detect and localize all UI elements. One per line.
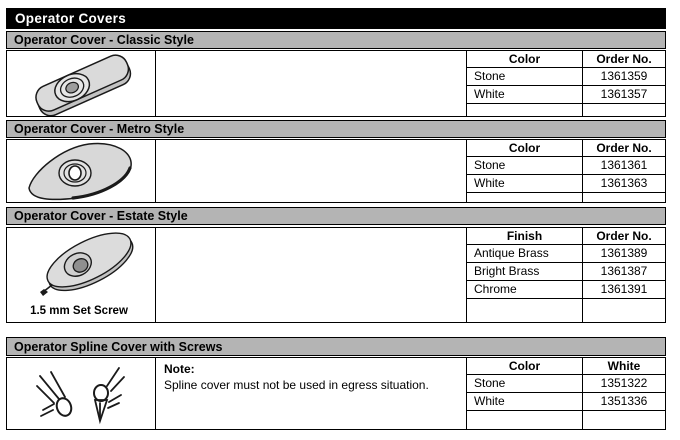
estate-image-cell <box>7 228 156 322</box>
table-cell: Bright Brass <box>467 263 582 281</box>
table-cell: 1361359 <box>583 68 665 86</box>
section-table-estate <box>6 227 666 323</box>
table-cell: Chrome <box>467 281 582 299</box>
estate-finish-column <box>467 228 583 322</box>
table-cell: 1361357 <box>583 86 665 104</box>
note-title: Note: <box>164 362 195 376</box>
table-cell: Stone <box>467 375 582 393</box>
section-bar-estate <box>6 207 666 225</box>
section-table-classic <box>6 50 666 117</box>
column-header: White <box>583 358 665 375</box>
column-header: Color <box>467 358 582 375</box>
spline-color-column <box>467 358 583 429</box>
column-header: Color <box>467 51 582 68</box>
page-title-bar <box>6 8 666 29</box>
metro-description-cell <box>156 140 467 202</box>
section-title: Operator Cover - Classic Style <box>14 33 194 47</box>
column-header: Order No. <box>583 51 665 68</box>
classic-description-cell <box>156 51 467 116</box>
section-bar-spline <box>6 337 666 356</box>
classic-cover-drawing-icon <box>7 51 156 116</box>
estate-description-cell <box>156 228 467 322</box>
classic-color-column <box>467 51 583 116</box>
table-cell: 1361387 <box>583 263 665 281</box>
estate-order-column <box>583 228 665 322</box>
table-cell: Stone <box>467 157 582 175</box>
column-header: Color <box>467 140 582 157</box>
table-cell: 1361391 <box>583 281 665 299</box>
section-table-spline <box>6 357 666 430</box>
section-bar-classic <box>6 31 666 49</box>
spline-note-cell <box>156 358 467 429</box>
note-text: Spline cover must not be used in egress situation. <box>164 378 429 392</box>
metro-color-column <box>467 140 583 202</box>
spline-image-cell <box>7 358 156 429</box>
metro-cover-drawing-icon <box>7 140 156 202</box>
table-cell: Antique Brass <box>467 245 582 263</box>
metro-order-column <box>583 140 665 202</box>
section-table-metro <box>6 139 666 203</box>
table-cell: White <box>467 86 582 104</box>
set-screw-label: 1.5 mm Set Screw <box>30 305 128 317</box>
table-cell: 1351336 <box>583 393 665 411</box>
table-cell: 1361361 <box>583 157 665 175</box>
section-title: Operator Spline Cover with Screws <box>14 339 223 354</box>
classic-order-column <box>583 51 665 116</box>
classic-image-cell <box>7 51 156 116</box>
column-header: Order No. <box>583 228 665 245</box>
spline-order-column <box>583 358 665 429</box>
table-cell: 1351322 <box>583 375 665 393</box>
column-header: Order No. <box>583 140 665 157</box>
estate-cover-drawing-icon <box>7 228 156 300</box>
page-title: Operator Covers <box>15 11 127 26</box>
spline-cover-drawing-icon <box>7 358 156 429</box>
table-cell: 1361363 <box>583 175 665 193</box>
section-bar-metro <box>6 120 666 138</box>
section-title: Operator Cover - Estate Style <box>14 209 188 223</box>
table-cell: White <box>467 393 582 411</box>
column-header: Finish <box>467 228 582 245</box>
metro-image-cell <box>7 140 156 202</box>
table-cell: Stone <box>467 68 582 86</box>
section-title: Operator Cover - Metro Style <box>14 122 185 136</box>
table-cell: White <box>467 175 582 193</box>
table-cell: 1361389 <box>583 245 665 263</box>
